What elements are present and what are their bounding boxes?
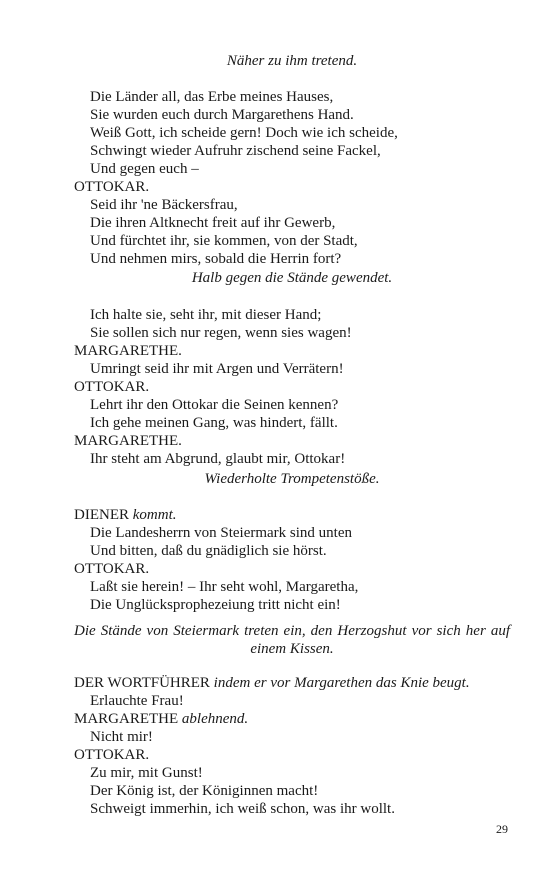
verse-line: Ihr steht am Abgrund, glaubt mir, Ottokar! [90, 451, 346, 467]
speaker-direction: indem er vor Margarethen das Knie beugt. [213, 675, 470, 691]
verse-line: Zu mir, mit Gunst! [90, 765, 203, 781]
verse-line: Schweigt immerhin, ich weiß schon, was ihr wollt. [90, 801, 395, 817]
speaker-name: MARGARETHE. [74, 433, 182, 449]
speaker-name: MARGARETHE [74, 711, 179, 727]
verse-line: Die Unglücksprophezeiung tritt nicht ein! [90, 597, 341, 613]
verse-line: Sie wurden euch durch Margarethens Hand. [90, 107, 354, 123]
verse-line: Und fürchtet ihr, sie kommen, von der Stadt, [90, 233, 358, 249]
verse-line: Sie sollen sich nur regen, wenn sies wagen! [90, 325, 352, 341]
stage-direction: Die Stände von Steiermark treten ein, den Herzogshut vor sich her auf einem Kissen. [74, 623, 510, 657]
verse-line: Und gegen euch – [90, 161, 199, 177]
verse-line: Schwingt wieder Aufruhr zischend seine Fackel, [90, 143, 381, 159]
verse-line: Seid ihr 'ne Bäckersfrau, [90, 197, 238, 213]
verse-line: Umringt seid ihr mit Argen und Verrätern! [90, 361, 344, 377]
verse-line: Nicht mir! [90, 729, 153, 745]
verse-line: Der König ist, der Königinnen macht! [90, 783, 319, 799]
verse-line: Lehrt ihr den Ottokar die Seinen kennen? [90, 397, 339, 413]
speaker-direction: kommt. [132, 507, 177, 523]
speaker-name: OTTOKAR. [74, 747, 150, 763]
speaker-name: MARGARETHE. [74, 343, 182, 359]
speaker-name: DER WORTFÜHRER [74, 675, 210, 691]
verse-line: Ich gehe meinen Gang, was hindert, fällt. [90, 415, 338, 431]
verse-line: Und bitten, daß du gnädiglich sie hörst. [90, 543, 327, 559]
verse-line: Die Landesherrn von Steiermark sind unten [90, 525, 353, 541]
speaker-line [74, 674, 510, 692]
stage-direction: Näher zu ihm tretend. [226, 53, 358, 69]
speaker-line [74, 710, 510, 728]
verse-line: Weiß Gott, ich scheide gern! Doch wie ich scheide, [90, 125, 398, 141]
speaker-name: DIENER [74, 507, 129, 523]
verse-line: Und nehmen mirs, sobald die Herrin fort? [90, 251, 342, 267]
speaker-name: OTTOKAR. [74, 179, 150, 195]
speaker-name: OTTOKAR. [74, 379, 150, 395]
verse-line: Ich halte sie, seht ihr, mit dieser Hand; [90, 307, 322, 323]
verse-line: Erlauchte Frau! [90, 693, 184, 709]
stage-direction: Halb gegen die Stände gewendet. [191, 270, 393, 286]
page-number: 29 [496, 822, 508, 836]
verse-line: Die Länder all, das Erbe meines Hauses, [90, 89, 334, 105]
speaker-name: OTTOKAR. [74, 561, 150, 577]
speaker-direction: ablehnend. [181, 711, 249, 727]
stage-direction: Wiederholte Trompetenstöße. [204, 471, 380, 487]
speaker-line [74, 506, 510, 524]
verse-line: Die ihren Altknecht freit auf ihr Gewerb, [90, 215, 336, 231]
verse-line: Laßt sie herein! – Ihr seht wohl, Margaretha, [90, 579, 359, 595]
